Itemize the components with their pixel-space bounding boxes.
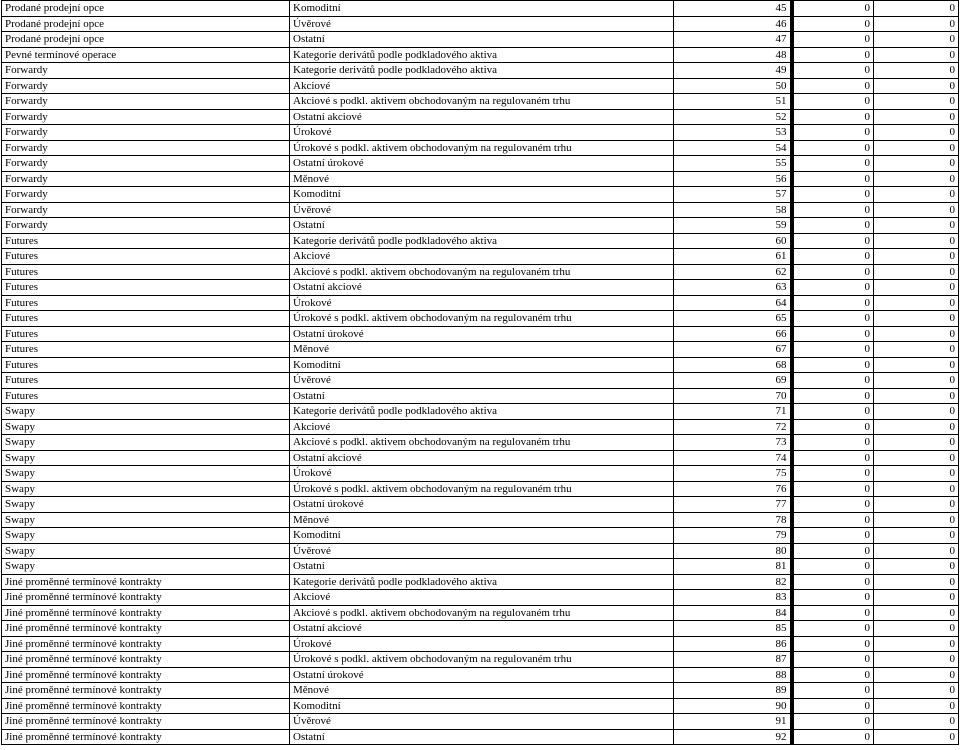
row-number-cell: 89	[674, 683, 792, 699]
value-1-cell: 0	[792, 156, 874, 172]
value-2-cell: 0	[874, 233, 959, 249]
value-2-cell: 0	[874, 125, 959, 141]
underlying-category-cell: Akciové	[290, 590, 674, 606]
value-1-cell: 0	[792, 357, 874, 373]
value-2-cell: 0	[874, 187, 959, 203]
underlying-category-cell: Ostatní úrokové	[290, 326, 674, 342]
value-2-cell: 0	[874, 264, 959, 280]
table-row	[2, 698, 959, 714]
row-number-cell: 91	[674, 714, 792, 730]
derivative-type-cell: Jiné proměnné termínové kontrakty	[2, 590, 290, 606]
derivative-type-cell: Forwardy	[2, 63, 290, 79]
derivative-type-cell: Futures	[2, 326, 290, 342]
value-2-cell: 0	[874, 295, 959, 311]
row-number-cell: 81	[674, 559, 792, 575]
table-row	[2, 419, 959, 435]
row-number-cell: 55	[674, 156, 792, 172]
table-row	[2, 63, 959, 79]
value-2-cell: 0	[874, 652, 959, 668]
derivative-type-cell: Jiné proměnné termínové kontrakty	[2, 636, 290, 652]
value-2-cell: 0	[874, 419, 959, 435]
derivative-type-cell: Futures	[2, 280, 290, 296]
value-1-cell: 0	[792, 109, 874, 125]
derivative-type-cell: Futures	[2, 264, 290, 280]
value-1-cell: 0	[792, 202, 874, 218]
table-row	[2, 156, 959, 172]
underlying-category-cell: Úvěrové	[290, 202, 674, 218]
value-2-cell: 0	[874, 202, 959, 218]
value-2-cell: 0	[874, 140, 959, 156]
underlying-category-cell: Ostatní úrokové	[290, 156, 674, 172]
derivative-type-cell: Futures	[2, 357, 290, 373]
underlying-category-cell: Kategorie derivátů podle podkladového aktiva	[290, 63, 674, 79]
derivative-type-cell: Prodané prodejní opce	[2, 32, 290, 48]
table-row	[2, 667, 959, 683]
row-number-cell: 92	[674, 729, 792, 745]
value-2-cell: 0	[874, 357, 959, 373]
value-1-cell: 0	[792, 187, 874, 203]
value-1-cell: 0	[792, 419, 874, 435]
row-number-cell: 71	[674, 404, 792, 420]
row-number-cell: 76	[674, 481, 792, 497]
table-row	[2, 342, 959, 358]
table-row	[2, 233, 959, 249]
row-number-cell: 83	[674, 590, 792, 606]
value-1-cell: 0	[792, 295, 874, 311]
row-number-cell: 70	[674, 388, 792, 404]
row-number-cell: 47	[674, 32, 792, 48]
row-number-cell: 61	[674, 249, 792, 265]
table-row	[2, 373, 959, 389]
value-1-cell: 0	[792, 667, 874, 683]
row-number-cell: 72	[674, 419, 792, 435]
row-number-cell: 78	[674, 512, 792, 528]
derivative-type-cell: Forwardy	[2, 156, 290, 172]
derivative-type-cell: Forwardy	[2, 202, 290, 218]
table-row	[2, 280, 959, 296]
underlying-category-cell: Kategorie derivátů podle podkladového aktiva	[290, 233, 674, 249]
value-2-cell: 0	[874, 388, 959, 404]
derivative-type-cell: Swapy	[2, 481, 290, 497]
value-1-cell: 0	[792, 450, 874, 466]
underlying-category-cell: Měnové	[290, 342, 674, 358]
table-row	[2, 94, 959, 110]
value-1-cell: 0	[792, 512, 874, 528]
value-2-cell: 0	[874, 435, 959, 451]
derivative-type-cell: Swapy	[2, 559, 290, 575]
value-1-cell: 0	[792, 264, 874, 280]
value-2-cell: 0	[874, 574, 959, 590]
value-1-cell: 0	[792, 280, 874, 296]
underlying-category-cell: Úrokové s podkl. aktivem obchodovaným na regulovaném trhu	[290, 652, 674, 668]
value-2-cell: 0	[874, 543, 959, 559]
underlying-category-cell: Měnové	[290, 512, 674, 528]
underlying-category-cell: Kategorie derivátů podle podkladového aktiva	[290, 47, 674, 63]
derivative-type-cell: Forwardy	[2, 125, 290, 141]
derivative-type-cell: Swapy	[2, 497, 290, 513]
value-2-cell: 0	[874, 404, 959, 420]
row-number-cell: 57	[674, 187, 792, 203]
table-row	[2, 512, 959, 528]
table-row	[2, 574, 959, 590]
table-row	[2, 497, 959, 513]
table-row	[2, 481, 959, 497]
table-row	[2, 404, 959, 420]
underlying-category-cell: Ostatní	[290, 218, 674, 234]
value-1-cell: 0	[792, 326, 874, 342]
value-2-cell: 0	[874, 1, 959, 17]
table-row	[2, 621, 959, 637]
table-row	[2, 388, 959, 404]
derivative-type-cell: Swapy	[2, 435, 290, 451]
value-2-cell: 0	[874, 218, 959, 234]
value-1-cell: 0	[792, 466, 874, 482]
row-number-cell: 49	[674, 63, 792, 79]
underlying-category-cell: Úrokové s podkl. aktivem obchodovaným na regulovaném trhu	[290, 140, 674, 156]
table-row	[2, 295, 959, 311]
table-row	[2, 78, 959, 94]
value-1-cell: 0	[792, 559, 874, 575]
value-2-cell: 0	[874, 714, 959, 730]
value-1-cell: 0	[792, 605, 874, 621]
value-2-cell: 0	[874, 450, 959, 466]
table-row	[2, 528, 959, 544]
derivative-type-cell: Jiné proměnné termínové kontrakty	[2, 605, 290, 621]
underlying-category-cell: Ostatní	[290, 729, 674, 745]
value-2-cell: 0	[874, 32, 959, 48]
row-number-cell: 59	[674, 218, 792, 234]
value-2-cell: 0	[874, 326, 959, 342]
table-row	[2, 171, 959, 187]
row-number-cell: 74	[674, 450, 792, 466]
row-number-cell: 68	[674, 357, 792, 373]
row-number-cell: 75	[674, 466, 792, 482]
row-number-cell: 45	[674, 1, 792, 17]
derivative-type-cell: Forwardy	[2, 94, 290, 110]
underlying-category-cell: Akciové	[290, 419, 674, 435]
value-2-cell: 0	[874, 63, 959, 79]
value-2-cell: 0	[874, 497, 959, 513]
derivative-type-cell: Swapy	[2, 512, 290, 528]
derivative-type-cell: Swapy	[2, 450, 290, 466]
row-number-cell: 82	[674, 574, 792, 590]
table-row	[2, 32, 959, 48]
underlying-category-cell: Úvěrové	[290, 714, 674, 730]
derivative-type-cell: Jiné proměnné termínové kontrakty	[2, 574, 290, 590]
row-number-cell: 86	[674, 636, 792, 652]
derivative-type-cell: Forwardy	[2, 78, 290, 94]
value-1-cell: 0	[792, 698, 874, 714]
row-number-cell: 60	[674, 233, 792, 249]
row-number-cell: 54	[674, 140, 792, 156]
table-row	[2, 683, 959, 699]
derivative-type-cell: Forwardy	[2, 140, 290, 156]
derivative-type-cell: Pevné termínové operace	[2, 47, 290, 63]
underlying-category-cell: Komoditní	[290, 357, 674, 373]
row-number-cell: 77	[674, 497, 792, 513]
value-1-cell: 0	[792, 94, 874, 110]
value-1-cell: 0	[792, 636, 874, 652]
value-1-cell: 0	[792, 47, 874, 63]
value-1-cell: 0	[792, 78, 874, 94]
table-row	[2, 559, 959, 575]
row-number-cell: 67	[674, 342, 792, 358]
derivative-type-cell: Jiné proměnné termínové kontrakty	[2, 652, 290, 668]
derivative-type-cell: Futures	[2, 373, 290, 389]
derivative-type-cell: Futures	[2, 388, 290, 404]
value-1-cell: 0	[792, 714, 874, 730]
value-1-cell: 0	[792, 16, 874, 32]
underlying-category-cell: Akciové	[290, 78, 674, 94]
value-2-cell: 0	[874, 78, 959, 94]
underlying-category-cell: Ostatní	[290, 32, 674, 48]
value-2-cell: 0	[874, 171, 959, 187]
value-1-cell: 0	[792, 125, 874, 141]
table-row	[2, 605, 959, 621]
underlying-category-cell: Kategorie derivátů podle podkladového aktiva	[290, 574, 674, 590]
table-row	[2, 16, 959, 32]
underlying-category-cell: Ostatní	[290, 388, 674, 404]
row-number-cell: 64	[674, 295, 792, 311]
row-number-cell: 79	[674, 528, 792, 544]
underlying-category-cell: Úrokové	[290, 295, 674, 311]
row-number-cell: 50	[674, 78, 792, 94]
row-number-cell: 53	[674, 125, 792, 141]
value-2-cell: 0	[874, 667, 959, 683]
derivative-type-cell: Futures	[2, 233, 290, 249]
derivative-type-cell: Prodané prodejní opce	[2, 16, 290, 32]
row-number-cell: 63	[674, 280, 792, 296]
value-2-cell: 0	[874, 481, 959, 497]
value-2-cell: 0	[874, 156, 959, 172]
value-1-cell: 0	[792, 218, 874, 234]
row-number-cell: 85	[674, 621, 792, 637]
value-1-cell: 0	[792, 1, 874, 17]
underlying-category-cell: Kategorie derivátů podle podkladového aktiva	[290, 404, 674, 420]
table-row	[2, 326, 959, 342]
underlying-category-cell: Komoditní	[290, 698, 674, 714]
underlying-category-cell: Ostatní akciové	[290, 109, 674, 125]
value-1-cell: 0	[792, 373, 874, 389]
underlying-category-cell: Úvěrové	[290, 16, 674, 32]
table-row	[2, 140, 959, 156]
table-row	[2, 1, 959, 17]
row-number-cell: 69	[674, 373, 792, 389]
value-2-cell: 0	[874, 528, 959, 544]
underlying-category-cell: Ostatní akciové	[290, 621, 674, 637]
value-1-cell: 0	[792, 171, 874, 187]
value-2-cell: 0	[874, 605, 959, 621]
derivative-type-cell: Swapy	[2, 404, 290, 420]
value-2-cell: 0	[874, 590, 959, 606]
table-row	[2, 249, 959, 265]
value-1-cell: 0	[792, 729, 874, 745]
underlying-category-cell: Komoditní	[290, 187, 674, 203]
derivative-type-cell: Jiné proměnné termínové kontrakty	[2, 698, 290, 714]
table-row	[2, 187, 959, 203]
derivative-type-cell: Swapy	[2, 466, 290, 482]
value-1-cell: 0	[792, 140, 874, 156]
derivative-type-cell: Swapy	[2, 419, 290, 435]
value-2-cell: 0	[874, 512, 959, 528]
table-row	[2, 652, 959, 668]
derivative-type-cell: Prodané prodejní opce	[2, 1, 290, 17]
underlying-category-cell: Ostatní úrokové	[290, 497, 674, 513]
table-row	[2, 311, 959, 327]
underlying-category-cell: Komoditní	[290, 1, 674, 17]
value-2-cell: 0	[874, 698, 959, 714]
underlying-category-cell: Úrokové	[290, 466, 674, 482]
value-1-cell: 0	[792, 683, 874, 699]
table-row	[2, 125, 959, 141]
underlying-category-cell: Ostatní úrokové	[290, 667, 674, 683]
underlying-category-cell: Komoditní	[290, 528, 674, 544]
underlying-category-cell: Měnové	[290, 171, 674, 187]
underlying-category-cell: Ostatní akciové	[290, 280, 674, 296]
value-2-cell: 0	[874, 559, 959, 575]
underlying-category-cell: Akciové	[290, 249, 674, 265]
underlying-category-cell: Akciové s podkl. aktivem obchodovaným na regulovaném trhu	[290, 435, 674, 451]
value-1-cell: 0	[792, 342, 874, 358]
underlying-category-cell: Úrokové s podkl. aktivem obchodovaným na regulovaném trhu	[290, 311, 674, 327]
table-row	[2, 729, 959, 745]
value-2-cell: 0	[874, 280, 959, 296]
derivative-type-cell: Futures	[2, 342, 290, 358]
derivative-type-cell: Forwardy	[2, 171, 290, 187]
underlying-category-cell: Ostatní	[290, 559, 674, 575]
value-1-cell: 0	[792, 621, 874, 637]
underlying-category-cell: Úvěrové	[290, 543, 674, 559]
table-row	[2, 357, 959, 373]
value-1-cell: 0	[792, 32, 874, 48]
value-1-cell: 0	[792, 63, 874, 79]
underlying-category-cell: Akciové s podkl. aktivem obchodovaným na regulovaném trhu	[290, 605, 674, 621]
value-1-cell: 0	[792, 481, 874, 497]
derivative-type-cell: Jiné proměnné termínové kontrakty	[2, 621, 290, 637]
row-number-cell: 84	[674, 605, 792, 621]
derivative-type-cell: Jiné proměnné termínové kontrakty	[2, 667, 290, 683]
row-number-cell: 58	[674, 202, 792, 218]
underlying-category-cell: Akciové s podkl. aktivem obchodovaným na regulovaném trhu	[290, 264, 674, 280]
value-1-cell: 0	[792, 574, 874, 590]
derivative-type-cell: Futures	[2, 249, 290, 265]
underlying-category-cell: Úvěrové	[290, 373, 674, 389]
underlying-category-cell: Ostatní akciové	[290, 450, 674, 466]
table-row	[2, 109, 959, 125]
value-2-cell: 0	[874, 47, 959, 63]
value-2-cell: 0	[874, 311, 959, 327]
value-1-cell: 0	[792, 388, 874, 404]
row-number-cell: 65	[674, 311, 792, 327]
value-2-cell: 0	[874, 621, 959, 637]
derivative-type-cell: Jiné proměnné termínové kontrakty	[2, 714, 290, 730]
table-row	[2, 450, 959, 466]
derivative-type-cell: Forwardy	[2, 109, 290, 125]
value-1-cell: 0	[792, 404, 874, 420]
value-2-cell: 0	[874, 249, 959, 265]
value-1-cell: 0	[792, 543, 874, 559]
table-row	[2, 543, 959, 559]
value-1-cell: 0	[792, 435, 874, 451]
row-number-cell: 48	[674, 47, 792, 63]
value-2-cell: 0	[874, 636, 959, 652]
value-2-cell: 0	[874, 373, 959, 389]
value-1-cell: 0	[792, 528, 874, 544]
value-2-cell: 0	[874, 16, 959, 32]
table-row	[2, 590, 959, 606]
row-number-cell: 56	[674, 171, 792, 187]
row-number-cell: 73	[674, 435, 792, 451]
derivative-type-cell: Jiné proměnné termínové kontrakty	[2, 729, 290, 745]
derivative-type-cell: Swapy	[2, 543, 290, 559]
value-2-cell: 0	[874, 109, 959, 125]
derivative-type-cell: Swapy	[2, 528, 290, 544]
value-1-cell: 0	[792, 497, 874, 513]
value-2-cell: 0	[874, 683, 959, 699]
row-number-cell: 52	[674, 109, 792, 125]
row-number-cell: 80	[674, 543, 792, 559]
table-row	[2, 714, 959, 730]
derivative-type-cell: Forwardy	[2, 187, 290, 203]
row-number-cell: 51	[674, 94, 792, 110]
row-number-cell: 88	[674, 667, 792, 683]
underlying-category-cell: Úrokové	[290, 636, 674, 652]
table-row	[2, 218, 959, 234]
underlying-category-cell: Úrokové s podkl. aktivem obchodovaným na regulovaném trhu	[290, 481, 674, 497]
value-1-cell: 0	[792, 311, 874, 327]
value-1-cell: 0	[792, 249, 874, 265]
derivative-type-cell: Futures	[2, 295, 290, 311]
value-2-cell: 0	[874, 729, 959, 745]
value-2-cell: 0	[874, 94, 959, 110]
underlying-category-cell: Měnové	[290, 683, 674, 699]
underlying-category-cell: Úrokové	[290, 125, 674, 141]
table-row	[2, 435, 959, 451]
table-row	[2, 264, 959, 280]
value-2-cell: 0	[874, 466, 959, 482]
row-number-cell: 66	[674, 326, 792, 342]
value-1-cell: 0	[792, 590, 874, 606]
row-number-cell: 87	[674, 652, 792, 668]
row-number-cell: 90	[674, 698, 792, 714]
derivative-type-cell: Jiné proměnné termínové kontrakty	[2, 683, 290, 699]
derivatives-table	[1, 0, 959, 745]
row-number-cell: 46	[674, 16, 792, 32]
table-row	[2, 636, 959, 652]
table-row	[2, 202, 959, 218]
derivative-type-cell: Futures	[2, 311, 290, 327]
row-number-cell: 62	[674, 264, 792, 280]
value-2-cell: 0	[874, 342, 959, 358]
derivative-type-cell: Forwardy	[2, 218, 290, 234]
table-body	[2, 1, 959, 745]
underlying-category-cell: Akciové s podkl. aktivem obchodovaným na regulovaném trhu	[290, 94, 674, 110]
table-row	[2, 466, 959, 482]
value-1-cell: 0	[792, 233, 874, 249]
table-row	[2, 47, 959, 63]
value-1-cell: 0	[792, 652, 874, 668]
